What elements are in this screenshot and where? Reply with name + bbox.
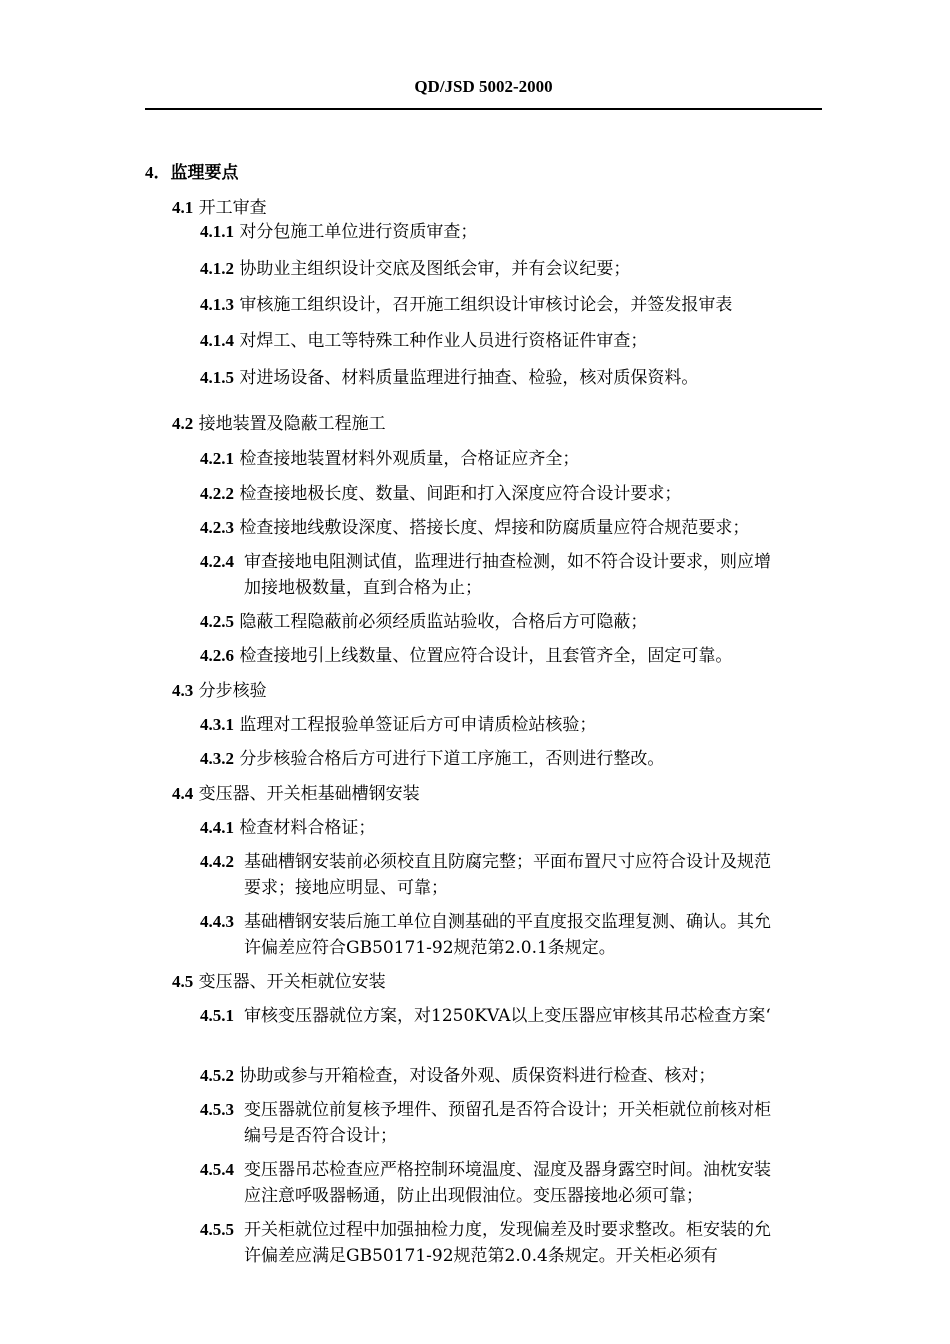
- clause-item: 4.4.3 基础槽钢安装后施工单位自测基础的平直度报交监理复测、确认。其允许偏差应符合GB50171-92规范第2.0.1条规定。: [200, 912, 771, 958]
- clause-item: 4.2.2 检查接地极长度、数量、间距和打入深度应符合设计要求；: [200, 484, 682, 504]
- header-divider: [145, 108, 822, 110]
- subsection-heading: 4.5 变压器、开关柜就位安装: [172, 972, 386, 992]
- document-code: QD/JSD 5002-2000: [414, 77, 553, 96]
- clause-item: 4.2.1 检查接地装置材料外观质量，合格证应齐全；: [200, 449, 580, 469]
- clause-item: 4.4.1 检查材料合格证；: [200, 818, 376, 838]
- clause-item: 4.5.1 审核变压器就位方案，对1250KVA以上变压器应审核其吊芯检查方案‘: [200, 1006, 771, 1026]
- section-heading: [145, 160, 239, 186]
- clause-item: 4.2.5 隐蔽工程隐蔽前必须经质监站验收，合格后方可隐蔽；: [200, 612, 648, 632]
- clause-item: 4.1.3 审核施工组织设计，召开施工组织设计审核讨论会，并签发报审表: [200, 295, 733, 315]
- clause-item: 4.5.4 变压器吊芯检查应严格控制环境温度、湿度及器身露空时间。油枕安装应注意呼吸器畅通，防止出现假油位。变压器接地必须可靠；: [200, 1160, 771, 1206]
- clause-item: 4.5.3 变压器就位前复核予埋件、预留孔是否符合设计；开关柜就位前核对柜编号是否符合设计；: [200, 1100, 771, 1146]
- clause-item: 4.2.4 审查接地电阻测试值，监理进行抽查检测，如不符合设计要求，则应增加接地极数量，直到合格为止；: [200, 552, 771, 598]
- clause-item: 4.2.3 检查接地线敷设深度、搭接长度、焊接和防腐质量应符合规范要求；: [200, 518, 750, 538]
- subsection-heading: 4.4 变压器、开关柜基础槽钢安装: [172, 784, 420, 804]
- clause-item: 4.1.1 对分包施工单位进行资质审查；: [200, 222, 478, 242]
- subsection-heading: 4.3 分步核验: [172, 681, 267, 701]
- clause-item: 4.1.4 对焊工、电工等特殊工种作业人员进行资格证件审查；: [200, 331, 648, 351]
- clause-item: 4.4.2 基础槽钢安装前必须校直且防腐完整；平面布置尺寸应符合设计及规范要求；接地应明显、可靠；: [200, 852, 771, 898]
- clause-item: 4.1.5 对进场设备、材料质量监理进行抽查、检验，核对质保资料。: [200, 368, 699, 388]
- subsection-heading: 4.2 接地装置及隐蔽工程施工: [172, 414, 386, 434]
- section-number: 4．: [145, 163, 171, 182]
- clause-item: 4.2.6 检查接地引上线数量、位置应符合设计，且套管齐全，固定可靠。: [200, 646, 733, 666]
- clause-item: 4.3.2 分步核验合格后方可进行下道工序施工，否则进行整改。: [200, 749, 665, 769]
- clause-item: 4.1.2 协助业主组织设计交底及图纸会审，并有会议纪要；: [200, 259, 631, 279]
- clause-item: 4.3.1 监理对工程报验单签证后方可申请质检站核验；: [200, 715, 597, 735]
- clause-item: 4.5.5 开关柜就位过程中加强抽检力度，发现偏差及时要求整改。柜安装的允许偏差应满足GB50171-92规范第2.0.4条规定。开关柜必须有: [200, 1220, 771, 1266]
- section-title: 监理要点: [170, 163, 239, 183]
- clause-item: 4.5.2 协助或参与开箱检查，对设备外观、质保资料进行检查、核对；: [200, 1066, 716, 1086]
- subsection-heading: 4.1 开工审查: [172, 198, 267, 218]
